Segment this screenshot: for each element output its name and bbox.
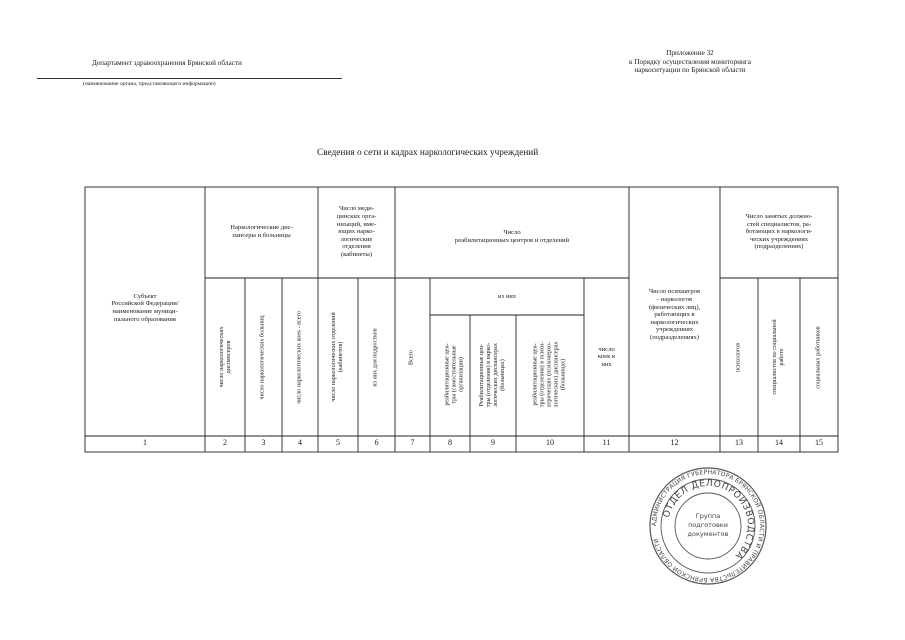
vheader-c7 xyxy=(409,283,416,433)
vheader-line: число наркологических больниц xyxy=(259,315,266,400)
vheader-line: логических) диспансерах xyxy=(553,341,560,408)
vheader-c14 xyxy=(772,282,786,432)
col-number: 7 xyxy=(410,438,415,447)
vheader-line: реабилитационные цен- xyxy=(444,343,451,406)
seal-center-line: документов xyxy=(687,530,729,538)
col-number: 1 xyxy=(143,438,147,447)
vheader-line: логических диспансерах xyxy=(493,343,499,407)
vheader-c9 xyxy=(479,320,507,430)
group-staff-line: ческих учреждениях xyxy=(749,235,809,243)
vheader-c6 xyxy=(373,283,380,433)
seal-middle-text: ОТДЕЛ ДЕЛОПРОИЗВОДСТВА xyxy=(661,478,756,561)
vheader-line: Реабилитационные цен- xyxy=(479,343,485,407)
vheader-line: (больницах) xyxy=(500,359,506,391)
col-subject-header xyxy=(86,278,204,338)
col-number: 9 xyxy=(491,438,495,447)
seal-center-line: подготовки xyxy=(688,521,728,529)
group-med-units-line: (кабинеты) xyxy=(340,250,373,258)
vheader-line: число наркологических xyxy=(219,326,225,388)
col-psych-narc-line: (физических лиц), xyxy=(648,303,701,311)
col-psych-narc-header xyxy=(630,275,719,355)
vheader-line: атрических (психонерко- xyxy=(546,342,553,407)
vheader-line: (больницах) xyxy=(560,358,567,391)
vheader-line: реабилитационные цен- xyxy=(532,343,539,406)
group-staff-line: (подразделениях) xyxy=(754,243,804,251)
col-subject-line: наименование муници- xyxy=(112,308,178,315)
col-subject-line: пального образования xyxy=(114,315,176,323)
group-med-units-line: логические xyxy=(340,235,373,243)
vheader-c5 xyxy=(331,282,345,432)
group-rehab-line: Число xyxy=(503,229,521,237)
col-number: 2 xyxy=(223,438,227,447)
group-med-units-line: Число меди- xyxy=(338,205,375,213)
col-number: 5 xyxy=(336,438,340,447)
col-subject-line: Субъект xyxy=(133,292,157,300)
vheader-line: тры (отделения) в психи- xyxy=(539,341,546,408)
group-med-units-line: цинских орга- xyxy=(336,213,377,221)
col-psych-narc-line: - наркологов xyxy=(656,296,693,304)
vheader-c10 xyxy=(533,320,568,430)
office-seal xyxy=(648,466,768,586)
col-beds-in-line: них xyxy=(601,360,612,368)
vheader-line: организации) xyxy=(458,357,465,392)
group-staff-header xyxy=(721,188,837,276)
col-number: 10 xyxy=(546,438,554,447)
seal-outer-text: АДМИНИСТРАЦИЯ ГУБЕРНАТОРА БРЯНСКОЙ ОБЛАСТИ И ПРАВИТЕЛЬСТВА БРЯНСКОЙ ОБЛАСТИ xyxy=(650,468,766,584)
appendix-line: к Порядку осуществления мониторинга xyxy=(629,57,751,66)
group-med-units-line: ющих нарко- xyxy=(338,228,375,236)
vheader-c13 xyxy=(736,283,743,433)
col-beds-in-line: число xyxy=(598,345,615,353)
vheader-line: число наркологических коек - всего xyxy=(296,311,303,404)
col-number: 6 xyxy=(374,438,379,447)
group-staff-line: стей специалистов, ра- xyxy=(746,220,811,228)
group-rehab-header xyxy=(396,222,628,252)
group-med-units-line: отделения xyxy=(342,243,371,251)
vheader-line: тры (отделения) в нарко- xyxy=(486,342,492,408)
vheader-line: из них для подростков xyxy=(372,328,379,387)
vheader-c3 xyxy=(260,283,267,433)
col-number: 4 xyxy=(298,438,302,447)
col-beds-in-header xyxy=(585,340,628,374)
col-psych-narc-line: Число психиатров xyxy=(648,288,701,296)
col-number: 13 xyxy=(735,438,743,447)
vheader-c4 xyxy=(297,283,304,433)
vheader-line: тры (самостоятельные xyxy=(451,345,458,404)
vheader-line: работе xyxy=(779,348,785,366)
col-number: 8 xyxy=(448,438,452,447)
col-number: 11 xyxy=(602,438,611,447)
col-psych-narc-line: (подразделениях) xyxy=(650,333,699,341)
group-staff-line: ботающих в наркологи- xyxy=(745,228,813,236)
group-dispensaries-header xyxy=(206,215,317,249)
col-psych-narc-line: наркологических xyxy=(650,318,699,326)
col-psych-narc-line: работающих в xyxy=(654,311,695,319)
col-number: 3 xyxy=(261,438,266,447)
department-caption: (наименование органа, представляющего информацию) xyxy=(83,81,216,87)
vheader-line: (кабинетов) xyxy=(338,341,344,373)
seal-center-line: Группа xyxy=(695,512,721,520)
col-beds-in-line: коек в xyxy=(597,353,616,361)
vheader-line: психологов xyxy=(735,342,742,373)
appendix-line: наркоситуации по Брянской области xyxy=(634,66,746,75)
group-dispensaries-line: пансеры и больницы xyxy=(232,232,291,239)
col-number: 15 xyxy=(815,438,823,447)
col-subject-line: Российской Федерации/ xyxy=(111,300,179,308)
vheader-line: Всего xyxy=(408,350,415,365)
group-med-units-header xyxy=(319,188,394,276)
group-rehab-sub-header: из них xyxy=(497,293,517,301)
col-psych-narc-line: учреждениях xyxy=(655,326,694,334)
group-rehab-line: реабилитационных центров и отделений xyxy=(454,237,570,244)
group-med-units-line: низаций, име- xyxy=(336,220,377,228)
group-dispensaries-line: Наркологические дис- xyxy=(230,224,293,232)
vheader-c15 xyxy=(816,283,823,433)
vheader-line: диспансеров xyxy=(226,340,232,374)
appendix-line: Приложение 32 xyxy=(666,49,714,57)
col-number: 12 xyxy=(670,438,679,447)
vheader-c8 xyxy=(445,320,466,430)
col-number: 14 xyxy=(775,438,783,447)
vheader-c2 xyxy=(219,282,233,432)
vheader-line: число наркологических отделений xyxy=(331,312,337,402)
vheader-line: специалистов по социальной xyxy=(772,319,778,395)
department-name: Департамент здравоохранения Брянской области xyxy=(92,59,242,67)
group-staff-line: Число занятых должно- xyxy=(745,213,813,221)
vheader-line: социальных работников xyxy=(815,326,822,389)
document-title: Сведения о сети и кадрах наркологических учреждений xyxy=(317,148,539,158)
